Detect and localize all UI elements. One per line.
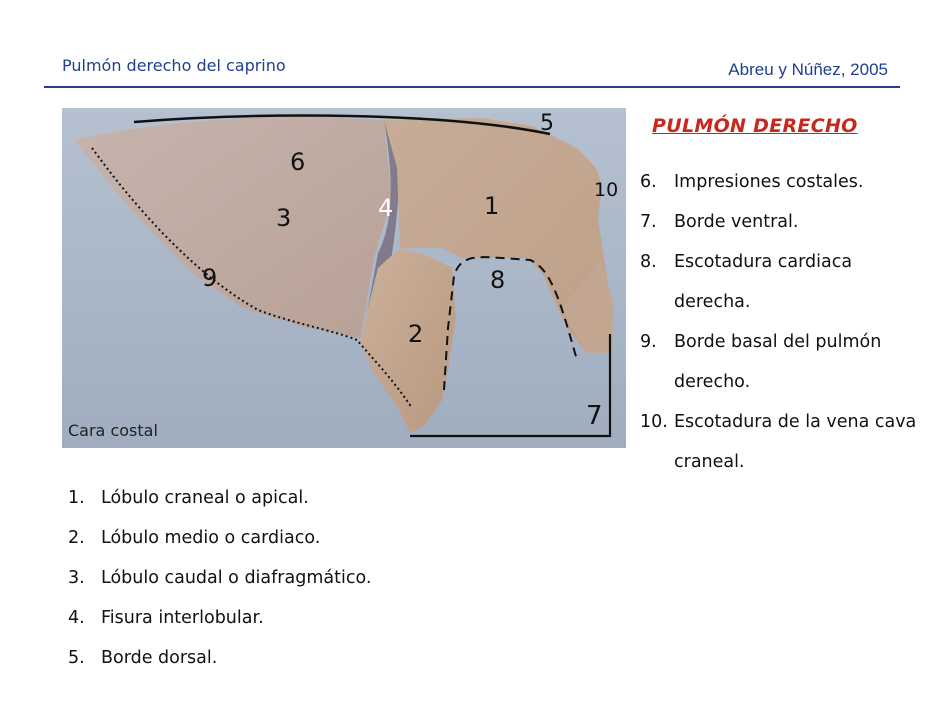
page-header-title: Pulmón derecho del caprino [62,56,286,75]
lung-photo [62,108,626,448]
label-3: 3 [276,204,292,232]
label-8: 8 [490,266,506,294]
label-7: 7 [586,401,603,431]
list-item: 1. Lóbulo craneal o apical. [68,488,309,508]
list-item: 5. Borde dorsal. [68,648,218,668]
bottom-legend-list [68,478,371,678]
list-item: 2. Lóbulo medio o cardiaco. [68,528,321,548]
header-divider [44,86,900,88]
label-9: 9 [202,264,218,292]
label-5: 5 [540,111,554,136]
list-item: 9. Borde basal del pulmón derecho. [640,332,882,392]
figure-caption: Cara costal [68,421,158,440]
label-6: 6 [290,148,306,176]
right-legend-list [640,162,930,482]
label-1: 1 [484,192,500,220]
list-item: 3. Lóbulo caudal o diafragmático. [68,568,372,588]
list-item: 10. Escotadura de la vena cava craneal. [640,412,917,472]
list-item: 7. Borde ventral. [640,212,799,232]
label-2: 2 [408,320,424,348]
page-header-credit: Abreu y Núñez, 2005 [728,60,888,79]
list-item: 8. Escotadura cardiaca derecha. [640,252,853,312]
label-4: 4 [378,194,394,222]
label-10: 10 [594,179,619,201]
section-title: PULMÓN DERECHO [652,115,858,137]
list-item: 4. Fisura interlobular. [68,608,264,628]
list-item: 6. Impresiones costales. [640,172,864,192]
